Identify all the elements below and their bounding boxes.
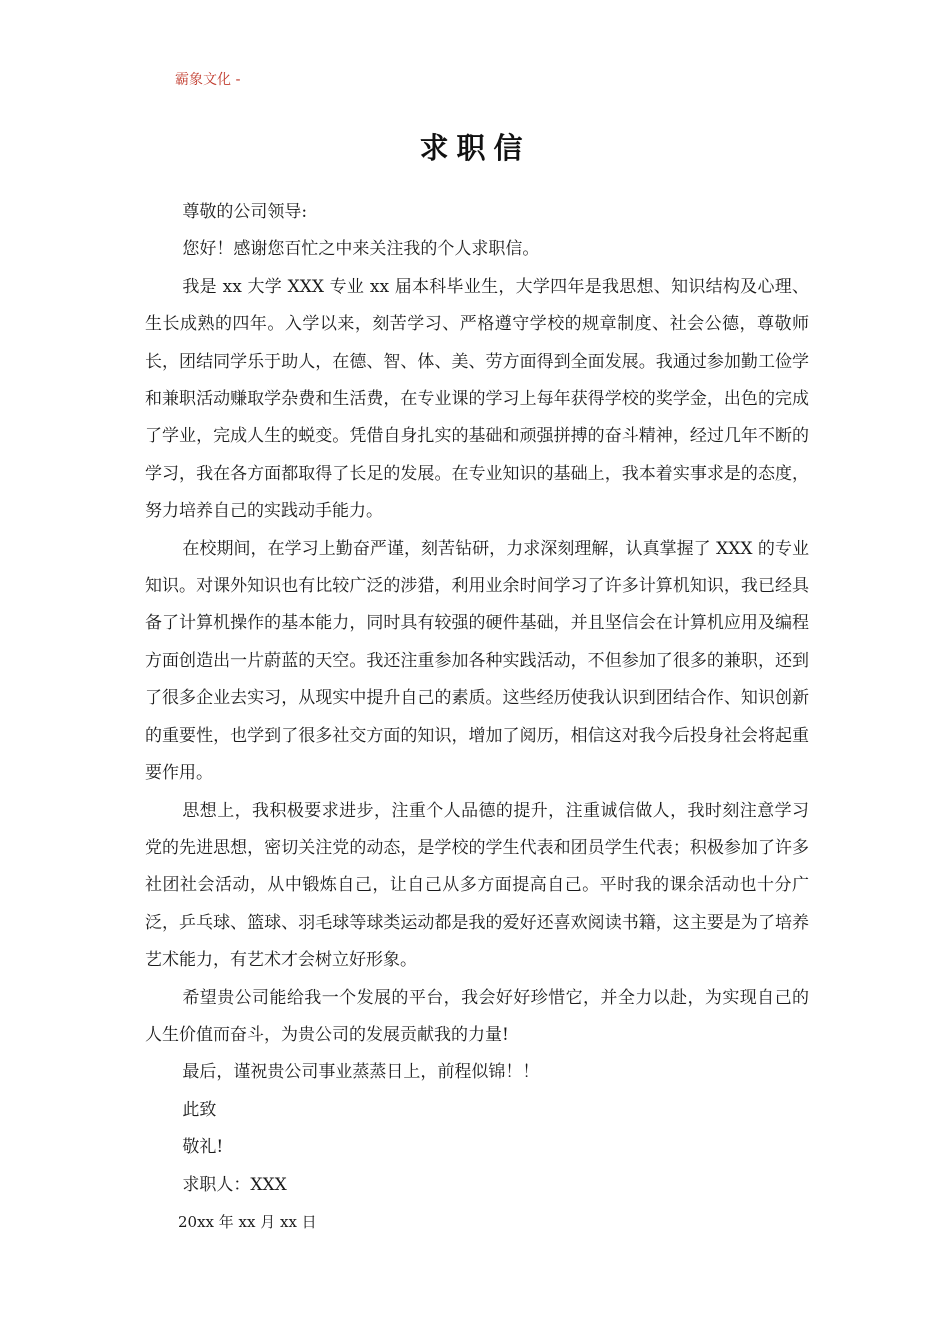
closing-2: 敬礼! [182, 1137, 224, 1158]
closing-wish: 最后，谨祝贵公司事业蒸蒸日上，前程似锦！！ [182, 1062, 540, 1083]
closing-1: 此致 [182, 1099, 217, 1120]
signature: 求职人：XXX [182, 1174, 287, 1195]
header-brand-text: 霸象文化 - [175, 72, 241, 88]
paragraph-4: 希望贵公司能给我一个发展的平台，我会好好珍惜它，并全力以赴，为实现自己的人生价值而奋斗，为贵公司的发展贡献我的力量! [145, 987, 809, 1045]
date: 20xx 年 xx 月 xx 日 [178, 1212, 317, 1231]
greeting: 您好！感谢您百忙之中来关注我的个人求职信。 [182, 239, 540, 260]
letter-body [145, 194, 809, 1241]
paragraph-2: 在校期间，在学习上勤奋严谨，刻苦钻研，力求深刻理解，认真掌握了 XXX 的专业知识。对课外知识也有比较广泛的涉猎，利用业余时间学习了许多计算机知识，我已经具备了计算机操作的基本能力，同时具有较强的硬件基础，并且坚信会在计算机应用及编程方面创造出一片蔚蓝的天空。我还注重参加各种实践活动，不但参加了很多的兼职，还到了很多企业去实习，从现实中提升自己的素质。这些经历使我认识到团结合作、知识创新的重要性，也学到了很多社交方面的知识，增加了阅历，相信这对我今后投身社会将起重要作用。 [145, 538, 809, 784]
paragraph-3: 思想上，我积极要求进步，注重个人品德的提升，注重诚信做人，我时刻注意学习党的先进思想，密切关注党的动态，是学校的学生代表和团员学生代表；积极参加了许多社团社会活动，从中锻炼自己，让自己从多方面提高自己。平时我的课余活动也十分广泛，乒乓球、篮球、羽毛球等球类运动都是我的爱好还喜欢阅读书籍，这主要是为了培养艺术能力，有艺术才会树立好形象。 [145, 800, 809, 971]
paragraph-1: 我是 xx 大学 XXX 专业 xx 届本科毕业生，大学四年是我思想、知识结构及心理、生长成熟的四年。入学以来，刻苦学习、严格遵守学校的规章制度、社会公德，尊敬师长，团结同学乐于助人，在德、智、体、美、劳方面得到全面发展。我通过参加勤工俭学和兼职活动赚取学杂费和生活费，在专业课的学习上每年获得学校的奖学金，出色的完成了学业，完成人生的蜕变。凭借自身扎实的基础和顽强拼搏的奋斗精神，经过几年不断的学习，我在各方面都取得了长足的发展。在专业知识的基础上，我本着实事求是的态度，努力培养自己的实践动手能力。 [145, 276, 809, 522]
document-title: 求职信 [419, 131, 531, 165]
salutation: 尊敬的公司领导: [182, 202, 308, 222]
